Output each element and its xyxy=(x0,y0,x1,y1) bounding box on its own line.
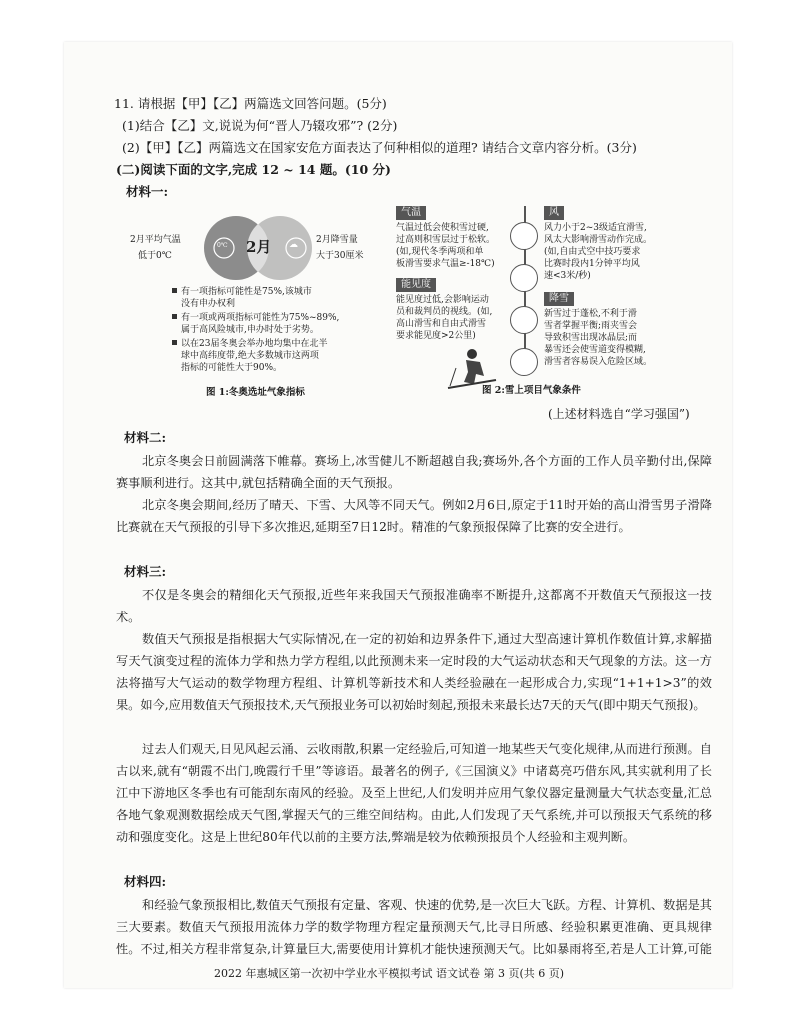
material3-paragraph-1: 不仅是冬奥会的精细化天气预报,近些年来我国天气预报准确率不断提升,这都离不开数值天气预报这一技术。 xyxy=(116,588,712,624)
figure-1 xyxy=(128,208,376,398)
fig1-bullet-3-line2: 球中高纬度带,绝大多数城市这两项 xyxy=(181,351,319,361)
eye-circle-icon xyxy=(510,306,538,334)
fig2-feng-line4: 比赛时段内1分钟平均风 xyxy=(544,259,640,269)
fig1-caption: 图 1:冬奥选址气象指标 xyxy=(206,387,305,398)
fig2-jx-line1: 新雪过于蓬松,不利于滑 xyxy=(544,309,637,319)
fig2-jx-line2: 雪者掌握平衡;雨夹雪会 xyxy=(544,321,638,331)
fig2-njd-line1: 能见度过低,会影响运动 xyxy=(396,295,489,305)
fig2-qiwen-line1: 气温过低会使积雪过硬, xyxy=(396,223,489,233)
fig2-feng-line1: 风力小于2~3级适宜滑雪, xyxy=(544,223,647,233)
fig2-njd-line4: 要求能见度>2公里) xyxy=(396,331,476,341)
material3-paragraph-2: 数值天气预报是指根据大气实际情况,在一定的初始和边界条件下,通过大型高速计算机作数值计算,求解描写天气演变过程的流体力学和热力学方程组,以此预测未来一定时段的大气运动状态和天气现象的方法。这一方法将描写大气运动的数学物理方程组、计算机等新技术和人类经验融在一起形成合力,实现“1+1+1>3”的效果。如今,应用数值天气预报技术,天气预报业务可以初始时刻起,预报未来最长达7天的天气(即中期天气预报)。 xyxy=(116,632,712,712)
fig2-jx-line5: 滑雪者容易误入危险区域。 xyxy=(544,357,653,367)
material2-paragraph-2: 北京冬奥会期间,经历了晴天、下雪、大风等不同天气。例如2月6日,原定于11时开始的高山滑雪男子滑降比赛就在天气预报的引导下多次推迟,延期至7日12时。精准的气象预报保障了比赛的安全进行。 xyxy=(116,498,712,534)
snow-cloud-icon: ☁ xyxy=(289,240,298,250)
wind-circle-icon xyxy=(510,264,538,292)
fig1-bullet-3-line1: 以在23届冬奥会举办地均集中在北半 xyxy=(181,339,328,349)
material3-paragraph-3: 过去人们观天,日见风起云涌、云收雨散,积累一定经验后,可知道一地某些天气变化规律,从而进行预测。自古以来,就有“朝霞不出门,晚霞行千里”等谚语。最著名的例子,《三国演义》中诸葛亮巧借东风,其实就利用了长江中下游地区冬季也有可能刮东南风的经验。及至上世纪,人们发明并应用气象仪器定量测量大气状态变量,汇总各地气象观测数据绘成天气图,掌握天气的三维空间结构。由此,人们发现了天气系统,并可以预报天气系统的移动和强度变化。这是上世纪80年代以前的主要方法,弊端是较为依赖预报员个人经验和主观判断。 xyxy=(116,742,712,844)
fig1-center-label: 2月 xyxy=(246,238,272,256)
material1-label: 材料一: xyxy=(126,184,169,199)
fig2-jx-line3: 导致积雪出现冰晶层;而 xyxy=(544,333,638,343)
fig1-right-text-2: 大于30厘米 xyxy=(316,251,364,261)
fig2-feng-line3: (如,自由式空中技巧要求 xyxy=(544,247,641,257)
fig2-njd-line2: 员和裁判员的视线。(如, xyxy=(396,307,493,317)
fig2-qiwen-label: 气温 xyxy=(396,206,426,220)
fig2-nengjiandu-text xyxy=(396,294,506,342)
snowflake-circle-icon xyxy=(510,348,538,376)
fig2-caption: 图 2:雪上项目气象条件 xyxy=(482,385,581,396)
fig1-left-text-2: 低于0℃ xyxy=(138,251,172,261)
fig2-feng-label: 风 xyxy=(544,206,564,220)
fig1-bullet-2-line2: 属于高风险城市,申办时处于劣势。 xyxy=(181,325,319,335)
fig2-qiwen-line2: 过高则积雪层过于松软。 xyxy=(396,235,496,245)
material3-label: 材料三: xyxy=(124,564,167,579)
fig2-qiwen-text xyxy=(396,222,506,270)
fig1-right-text-1: 2月降雪量 xyxy=(316,235,358,245)
fig1-bullet-3-line3: 指标的可能性大于90%。 xyxy=(181,363,283,373)
material2-label: 材料二: xyxy=(124,430,167,445)
fig1-bullet-2-line1: 有一项或两项指标可能性为75%~89%, xyxy=(181,313,340,323)
fig2-nengjiandu-label: 能见度 xyxy=(396,278,436,292)
material4-paragraph-1: 和经验气象预报相比,数值天气预报有定量、客观、快速的优势,是一次巨大飞跃。方程、计算机、数据是其三大要素。数值天气预报用流体力学的数学物理方程定量预测天气,比寻日所感、经验积累更准确、更具规律性。不过,相关方程非常复杂,计算量巨大,需要使用计算机才能快速预测天气。比如暴雨将至,若是人工计算,可能 xyxy=(116,898,712,956)
fig2-feng-line5: 速<3米/秒) xyxy=(544,271,591,281)
fig1-bullets xyxy=(172,286,372,376)
fig2-jiangxue-label: 降雪 xyxy=(544,292,574,306)
q11-stem: 11. 请根据【甲】【乙】两篇选文回答问题。(5分) xyxy=(114,96,387,111)
fig2-jiangxue-text xyxy=(544,308,670,368)
fig2-njd-line3: 高山滑雪和自由式滑雪 xyxy=(396,319,487,329)
figure-2 xyxy=(390,206,674,400)
fig2-qiwen-line4: 板滑雪要求气温≥-18℃) xyxy=(396,259,495,269)
section2-heading: (二)阅读下面的文字,完成 12 ~ 14 题。(10 分) xyxy=(116,162,391,177)
fig1-bullet-1-line1: 有一项指标可能性是75%,该城市 xyxy=(181,287,312,297)
material2-paragraph-1: 北京冬奥会日前圆满落下帷幕。赛场上,冰雪健儿不断超越自我;赛场外,各个方面的工作人员辛勤付出,保障赛事顺利进行。这其中,就包括精确全面的天气预报。 xyxy=(116,454,712,490)
q11-sub2: (2)【甲】【乙】两篇选文在国家安危方面表达了何种相似的道理? 请结合文章内容分析。(3分) xyxy=(122,140,637,155)
fig2-qiwen-line3: (如,现代冬季两项和单 xyxy=(396,247,484,257)
page-footer: 2022 年惠城区第一次初中学业水平模拟考试 语文试卷 第 3 页(共 6 页) xyxy=(214,967,565,980)
material1-source: (上述材料选自“学习强国”) xyxy=(548,407,690,421)
thermometer-icon: 0℃ xyxy=(217,242,228,249)
fig2-feng-text xyxy=(544,222,670,282)
fig1-bullet-1-line2: 没有申办权利 xyxy=(181,299,236,309)
exam-page xyxy=(64,42,732,988)
thermometer-circle-icon xyxy=(510,222,538,250)
fig1-left-text-1: 2月平均气温 xyxy=(130,235,181,245)
fig2-jx-line4: 暴雪还会使雪道变得模糊, xyxy=(544,345,646,355)
q11-sub1: (1)结合【乙】文,说说为何“晋人乃辍攻邪”? (2分) xyxy=(122,118,398,133)
material4-label: 材料四: xyxy=(124,874,167,889)
fig2-feng-line2: 风太大影响滑雪动作完成。 xyxy=(544,235,653,245)
